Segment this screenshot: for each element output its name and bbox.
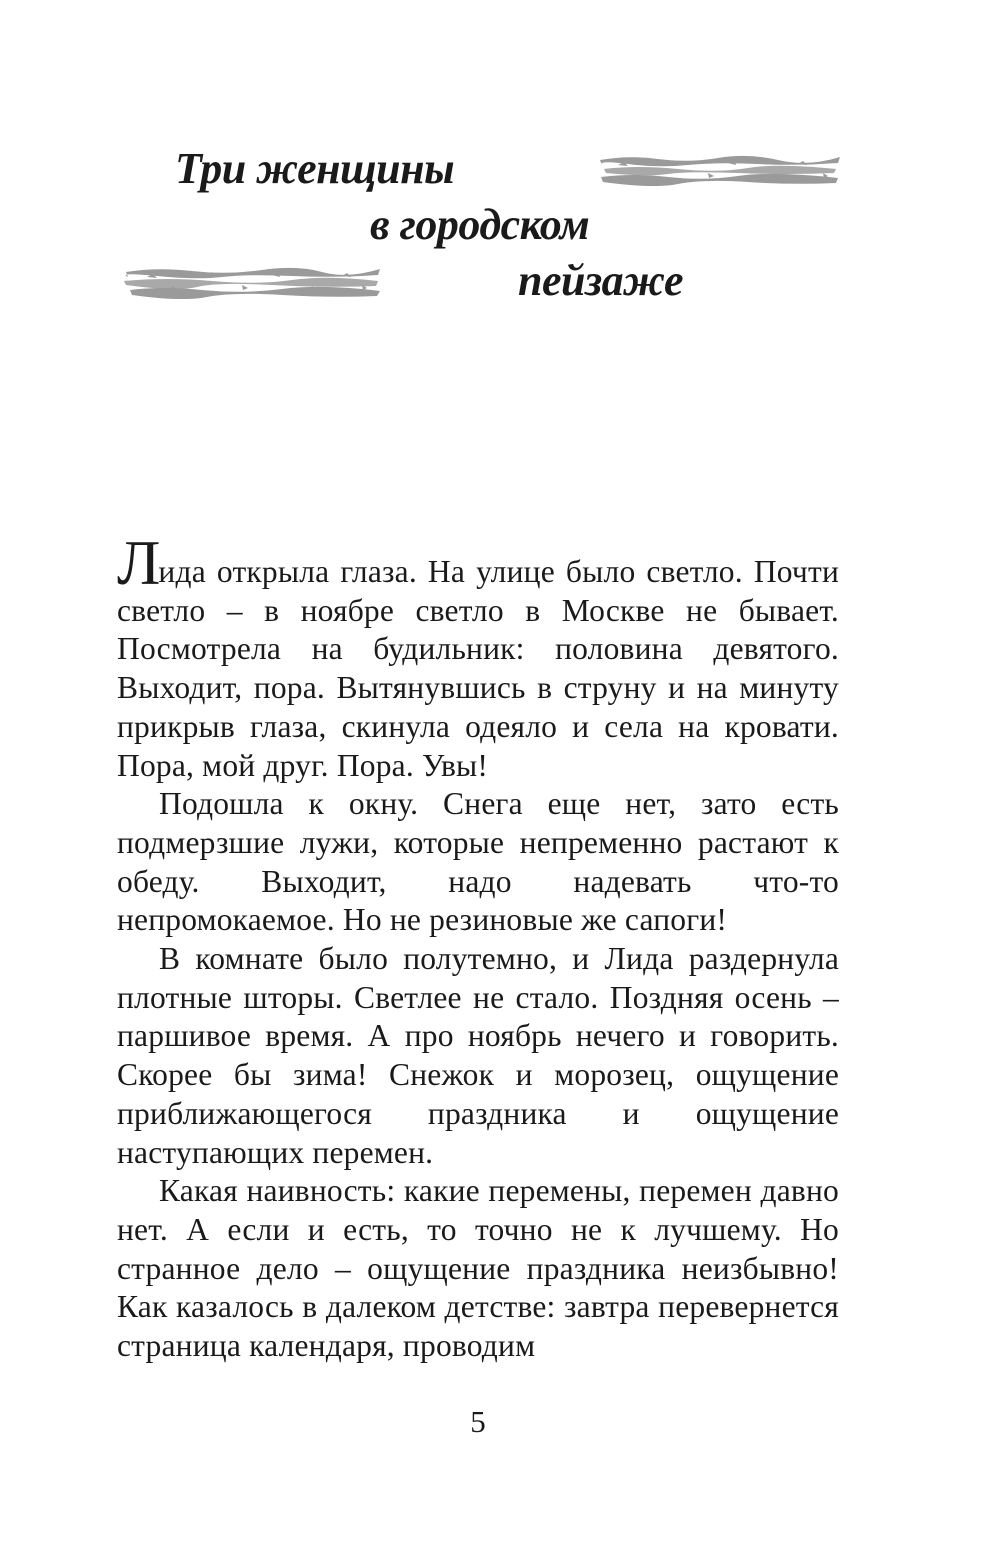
paragraph-2: Подошла к окну. Снега еще нет, зато есть подмерзшие лужи, которые непременно растают к обеду. Выходит, надо надевать что-то непромокаемое. Но не резиновые же сапоги! [117, 786, 839, 938]
paragraph-1-text: ида открыла глаза. На улице было светло. Почти светло – в ноябре светло в Москве не бывает. Посмотрела на будильник: половина девятого. Выходит, пора. Вытянувшись в струну и на минуту прикрыв глаза, скинула одеяло и села на кровати. Пора, мой друг. Пора. Увы! [117, 554, 839, 783]
paragraph-4: Какая наивность: какие перемены, перемен давно нет. А если и есть, то точно не к лучшему. Но странное дело – ощущение праздника неизбывно! Как казалось в далеком детстве: завтра перевернется страница календаря, проводим [117, 1173, 839, 1364]
paragraph-3: В комнате было полутемно, и Лида раздернула плотные шторы. Светлее не стало. Поздняя осень – паршивое время. А про ноябрь нечего и говорить. Скорее бы зима! Снежок и морозец, ощущение приближающегося праздника и ощущение наступающих перемен. [117, 941, 839, 1170]
page-number: 5 [470, 1404, 486, 1439]
title-line-2: в городском [370, 200, 590, 249]
body-text [117, 527, 839, 1366]
paragraph-1 [117, 527, 839, 785]
title-line-3: пейзаже [518, 256, 683, 305]
title-line-1: Три женщины [175, 144, 455, 193]
drop-cap: Л [117, 527, 159, 598]
ornament-brush-stroke-top [598, 152, 842, 186]
ornament-brush-stroke-bottom [122, 263, 384, 299]
